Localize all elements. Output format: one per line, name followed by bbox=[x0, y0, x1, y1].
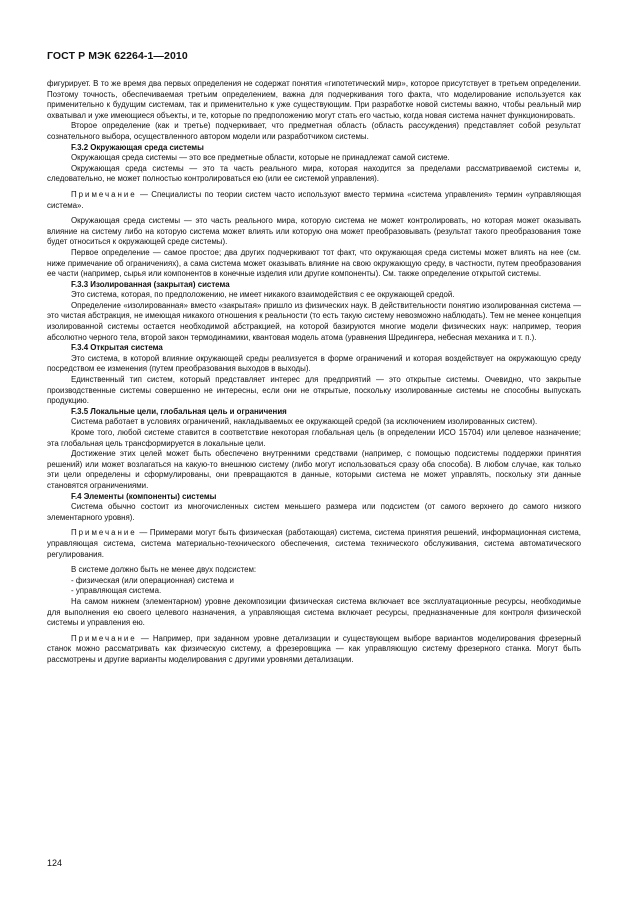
body-paragraph: Первое определение — самое простое; два других подчеркивают тот факт, что окружающая среда системы может влиять на нее (см. ниже примечание об ограничениях), а сама система может оказывать влияние на свою окружающую среду, в частности, путем преобразования ее части (например, сырья или компонентов в конечные изделия или другие компоненты). См. также определение открытой системы. bbox=[47, 247, 581, 279]
note-label: Примечание bbox=[71, 189, 137, 199]
body-paragraph: - физическая (или операционная) система и bbox=[71, 575, 234, 585]
note-paragraph bbox=[47, 528, 581, 560]
body-paragraph: Окружающая среда системы — это часть реального мира, которую система не может контролировать, но которая может оказывать влияние на систему либо на которую система может влиять или которую она может преобразовывать (результат такого преобразования тоже будет относиться к окружающей среде системы). bbox=[47, 216, 581, 247]
body-paragraph: Это система, которая, по предположению, не имеет никакого взаимодействия с ее окружающей средой. bbox=[71, 290, 455, 300]
body-paragraph: На самом нижнем (элементарном) уровне декомпозиции физическая система включает все эксплуатационные ресурсы, необходимые для выполнения ею своего целевого назначения, а управляющая система включает ресурсы, предназначенные для контроля физической системы и управления ею. bbox=[47, 596, 581, 628]
note-paragraph bbox=[47, 190, 581, 211]
body-paragraph: Достижение этих целей может быть обеспечено внутренними средствами (например, с помощью подсистемы поддержки принятия решений) или может возлагаться на какую-то внешнюю систему (либо могут использоваться сразу оба способа). В любом случае, как только эти цели определены и сформулированы, они превращаются в данные, которыми система не может управлять, поскольку эти данные становятся ограничениями. bbox=[47, 449, 581, 490]
body-paragraph: Система обычно состоит из многочисленных систем меньшего размера или подсистем (от самого верхнего до самого низкого элементарного уровня). bbox=[47, 502, 581, 522]
body-paragraph: фигурирует. В то же время два первых определения не содержат понятия «гипотетический мир», которое присутствует в третьем определении. Поэтому точность, обеспечиваемая третьим определением, важна для подчеркивания того факта, что моделирование используется как применительно к будущим системам, так и применительно к уже существующим. При разработке новой системы важно, чтобы реальный мир охватывал и уже имеющиеся объекты, и те, которые по предположению могут стать его частью, когда новая система начнет функционировать. bbox=[47, 79, 581, 120]
section-heading: F.4 Элементы (компоненты) системы bbox=[71, 491, 217, 501]
body-paragraph: В системе должно быть не менее двух подсистем: bbox=[71, 565, 257, 575]
section-heading: F.3.3 Изолированная (закрытая) система bbox=[71, 279, 230, 289]
page-number: 124 bbox=[47, 858, 63, 868]
body-paragraph: Второе определение (как и третье) подчеркивает, что предметная область (область рассуждения) представляет собой результат сознательного выбора, осуществленного автором модели или разработчиком системы. bbox=[47, 121, 581, 141]
body-paragraph: Единственный тип систем, который представляет интерес для предприятий — это открытые системы. Очевидно, что закрытые производственные системы совершенно не интересны, если они не открытые, поскольку изолированные системы не способны выпускать продукцию. bbox=[47, 375, 581, 406]
document-body bbox=[47, 79, 581, 665]
note-text: — Примерами могут быть физическая (работающая) система, система принятия решений, информационная система, управляющая система, система материально-технического обеспечения, система технического обслуживания, система автоматического регулирования. bbox=[47, 528, 581, 559]
standard-header: ГОСТ Р МЭК 62264-1—2010 bbox=[47, 50, 188, 62]
body-paragraph: Кроме того, любой системе ставится в соответствие некоторая глобальная цель (в определении ИСО 15704) или целевое назначение; эта глобальная цель трансформируется в локальные цели. bbox=[47, 428, 581, 448]
body-paragraph: Система работает в условиях ограничений, накладываемых ее окружающей средой (за исключением изолированных систем). bbox=[71, 417, 538, 427]
note-label: Примечание bbox=[71, 633, 137, 643]
body-paragraph: - управляющая система. bbox=[71, 586, 162, 596]
body-paragraph: Окружающая среда системы — это все предметные области, которые не принадлежат самой системе. bbox=[71, 153, 450, 163]
note-paragraph bbox=[47, 634, 581, 666]
section-heading: F.3.4 Открытая система bbox=[71, 343, 163, 353]
section-heading: F.3.2 Окружающая среда системы bbox=[71, 142, 204, 152]
note-text: — Специалисты по теории систем часто используют вместо термина «система управления» термин «управляющая система». bbox=[47, 189, 581, 210]
body-paragraph: Определение «изолированная» вместо «закрытая» пришло из физических наук. В действительности понятию изолированная система — это чистая абстракция, не имеющая никакого отношения к реальности (то есть такую систему невозможно наблюдать). Тем не менее концепция изолированной системы остается необходимой абстракцией, на которой базируются многие модели физических наук: например, теория абсолютно черного тела, второй закон термодинамики, квантовая модель атома (уравнения Шредингера, небесная механика и т. п.). bbox=[47, 300, 581, 342]
note-label: Примечание bbox=[71, 528, 137, 538]
section-heading: F.3.5 Локальные цели, глобальная цель и ограничения bbox=[71, 406, 287, 416]
body-paragraph: Это система, в которой влияние окружающей среды реализуется в форме ограничений и которая воздействует на окружающую среду посредством ее изменения (путем преобразования выходов в выходы). bbox=[47, 353, 581, 374]
body-paragraph: Окружающая среда системы — это та часть реального мира, которая находится за пределами рассматриваемой системы и, следовательно, не может полностью контролироваться ею (или ее системой управления). bbox=[47, 163, 581, 184]
note-text: — Например, при заданном уровне детализации и существующем выборе вариантов моделирования фрезерный станок можно рассматривать как физическую систему, а фрезеровщика — как управляющую систему фрезерного станка. Могут быть рассмотрены и другие варианты моделирования с другими уровнями детализации. bbox=[47, 633, 581, 664]
